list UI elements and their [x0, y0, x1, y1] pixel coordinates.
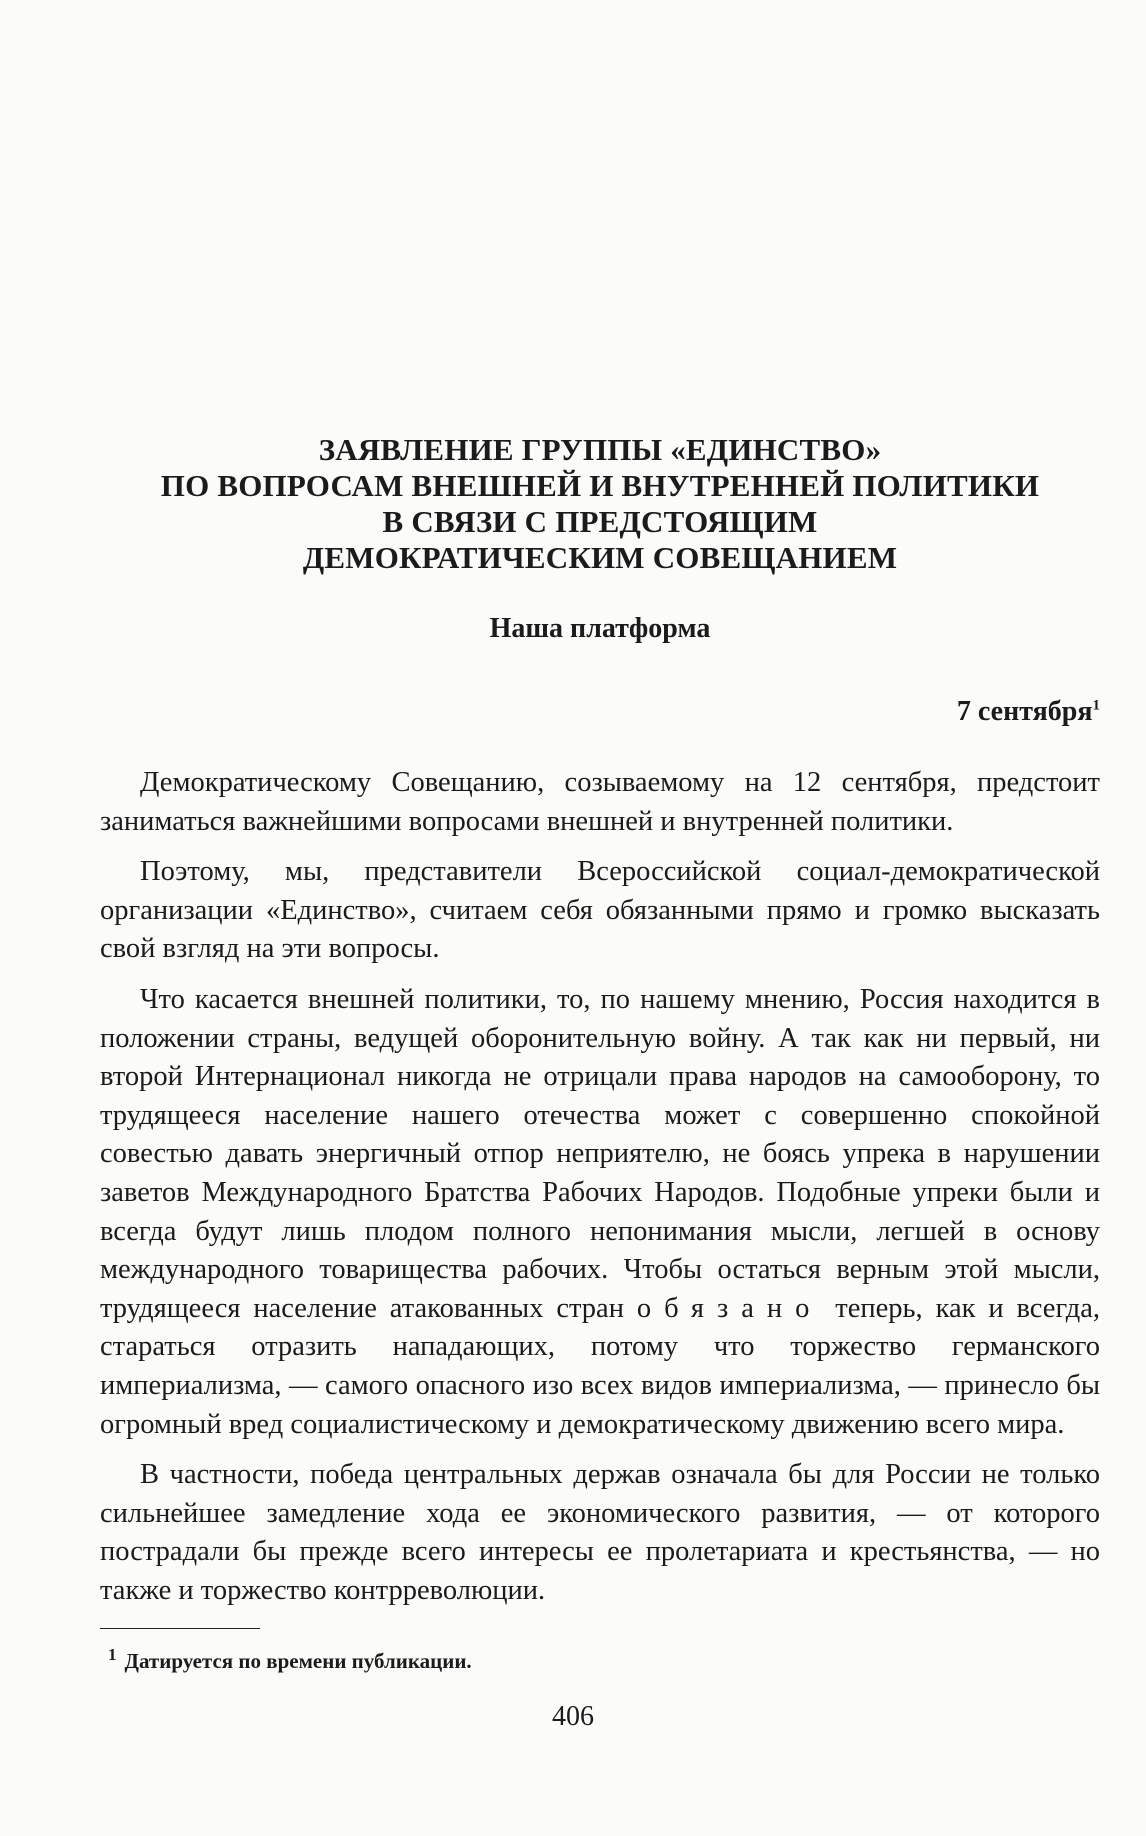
emphasized-word: обязано: [636, 1292, 823, 1324]
footnote: [100, 1647, 1100, 1675]
paragraph-3-part-1: Что касается внешней политики, то, по нашему мнению, Россия находится в положении страны, ведущей оборонительную войну. А так как ни первый, ни второй Интернационал никогда не отрицали права народов на самооборону, то трудящееся население нашего отечества может с совершенно спокойной совестью давать энергичный отпор неприятелю, не боясь упрека в нарушении заветов Международного Братства Рабочих Народов. Подобные упреки были и всегда будут лишь плодом полного непонимания мысли, легшей в основу международного товарищества рабочих. Чтобы остаться верным этой мысли, трудящееся население атакованных стран: [100, 983, 1100, 1324]
paragraph-3: [100, 981, 1100, 1444]
paragraph-1: Демократическому Совещанию, созываемому на 12 сентября, предстоит заниматься важнейшими вопросами внешней и внутренней политики.: [100, 767, 1100, 837]
page-number: 406: [552, 1701, 594, 1732]
date-text: 7 сентября: [956, 696, 1093, 727]
title-line-3: В СВЯЗИ С ПРЕДСТОЯЩИМ: [382, 504, 818, 539]
document-title: [100, 432, 1100, 576]
footnote-text: Датируется по времени публикации.: [124, 1649, 472, 1674]
footnote-mark: 1: [108, 1645, 117, 1665]
title-line-1: ЗАЯВЛЕНИЕ ГРУППЫ «ЕДИНСТВО»: [318, 432, 882, 467]
document-subtitle: Наша платформа: [489, 613, 711, 644]
document-content: [100, 432, 1100, 1675]
title-line-4: ДЕМОКРАТИЧЕСКИМ СОВЕЩАНИЕМ: [302, 540, 898, 575]
date-footnote-mark: 1: [1092, 697, 1100, 714]
paragraph-4: В частности, победа центральных держав означала бы для России не только сильнейшее замедление хода ее экономического развития, — от которого пострадали бы прежде всего интересы ее пролетариата и крестьянства, — но также и торжество контрреволюции.: [100, 1459, 1100, 1606]
paragraph-2: Поэтому, мы, представители Всероссийской социал-демократической организации «Единство», считаем себя обязанными прямо и громко высказать свой взгляд на эти вопросы.: [100, 856, 1100, 965]
paragraph-3-part-2: теперь, как и всегда, стараться отразить нападающих, потому что торжество германского империализма, — самого опасного изо всех видов империализма, — принесло бы огромный вред социалистическому и демократическому движению всего мира.: [100, 1292, 1100, 1440]
footnote-divider: [100, 1628, 260, 1629]
document-date: [100, 695, 1100, 729]
title-line-2: ПО ВОПРОСАМ ВНЕШНЕЙ И ВНУТРЕННЕЙ ПОЛИТИКИ: [160, 468, 1040, 503]
document-body: [100, 764, 1100, 1610]
